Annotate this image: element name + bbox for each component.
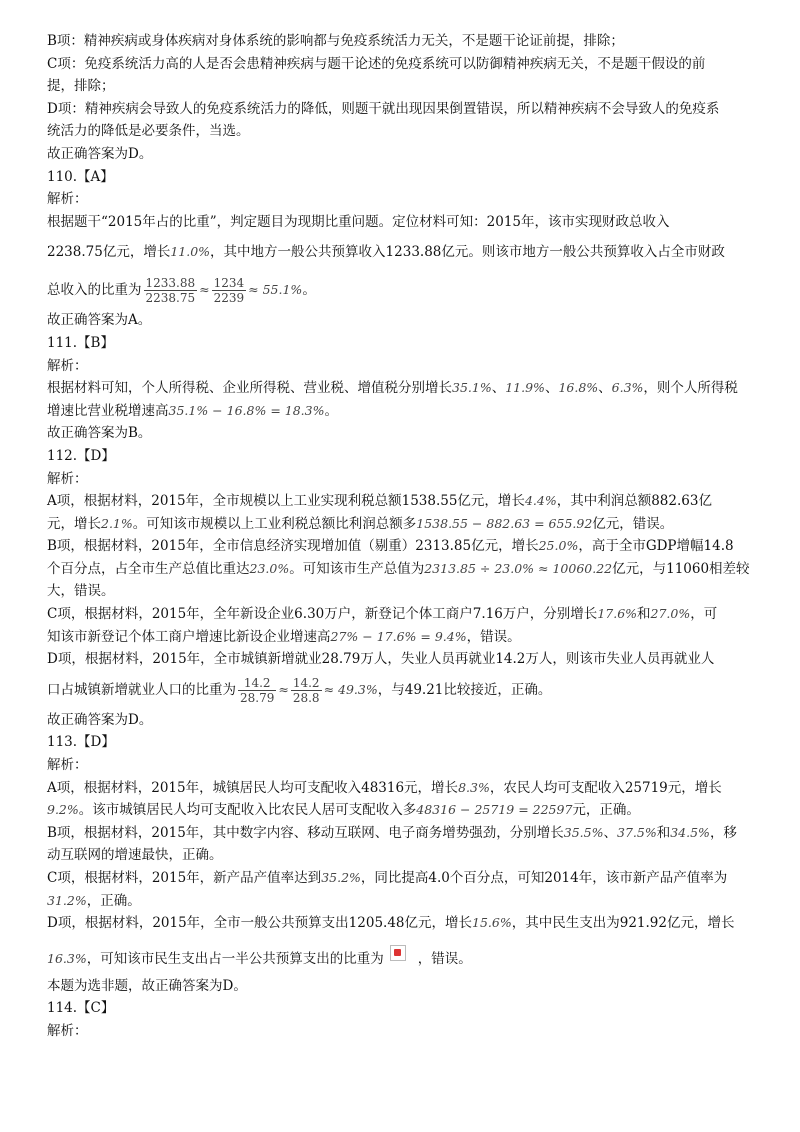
paragraph-text: 、 bbox=[603, 824, 617, 841]
math-formula: 1538.55 − 882.63 = 655.92 bbox=[416, 515, 593, 531]
math-fraction bbox=[144, 276, 198, 305]
analysis-heading: 解析： bbox=[47, 470, 88, 487]
math-formula: 34.5% bbox=[670, 824, 710, 840]
text-line bbox=[47, 671, 759, 709]
analysis-label bbox=[47, 468, 759, 491]
analysis-label bbox=[47, 754, 759, 777]
text-line bbox=[47, 822, 759, 845]
paragraph-text: ，其中利润总额882.63亿 bbox=[556, 493, 712, 510]
math-formula: 17.6% bbox=[597, 606, 638, 622]
paragraph-text: B项，根据材料，2015年，其中数字内容、移动互联网、电子商务增势强劲，分别增长 bbox=[47, 824, 564, 841]
answer-text: 故正确答案为D。 bbox=[47, 145, 153, 162]
analysis-heading: 解析： bbox=[47, 357, 88, 374]
paragraph-text: ，移 bbox=[709, 824, 737, 841]
math-formula: 11.0% bbox=[170, 244, 211, 260]
fraction-denominator: 2238.75 bbox=[145, 291, 196, 306]
question-number bbox=[47, 997, 759, 1020]
document-page bbox=[47, 30, 759, 1043]
answer-text: 故正确答案为A。 bbox=[47, 312, 152, 329]
paragraph-text: 。可知该市生产总值为 bbox=[289, 560, 425, 577]
math-fraction bbox=[238, 676, 276, 705]
paragraph-text: C项，根据材料，2015年，全年新设企业6.30万户，新登记个体工商户7.16万户，分别增长 bbox=[47, 606, 598, 623]
math-formula: 16.3% bbox=[47, 950, 87, 966]
fraction-denominator: 2239 bbox=[213, 291, 245, 306]
paragraph-text: 元，正确。 bbox=[572, 802, 640, 819]
paragraph-text: 、 bbox=[544, 380, 559, 397]
paragraph-text: 大，错误。 bbox=[47, 583, 115, 600]
broken-image-icon bbox=[390, 945, 406, 961]
analysis-heading: 解析： bbox=[47, 757, 88, 774]
math-formula: 35.2% bbox=[321, 870, 361, 885]
math-formula: ≈ 49.3% bbox=[323, 681, 378, 697]
answer-text: 故正确答案为D。 bbox=[47, 711, 153, 728]
paragraph-text: 亿元，与11060相差较 bbox=[612, 560, 750, 577]
text-line bbox=[47, 890, 759, 913]
math-formula: 25.0% bbox=[538, 538, 579, 554]
math-formula: 27% − 17.6% = 9.4% bbox=[330, 628, 467, 644]
text-line bbox=[47, 603, 759, 626]
paragraph-text: ，正确。 bbox=[86, 892, 141, 909]
analysis-label bbox=[47, 1020, 759, 1043]
math-formula: 27.0% bbox=[650, 606, 691, 622]
paragraph-text: D项，根据材料，2015年，全市城镇新增就业28.79万人，失业人员再就业14.2万人，则该市失业人员再就业人 bbox=[47, 651, 715, 668]
answer-text: 本题为选非题，故正确答案为D。 bbox=[47, 977, 247, 994]
paragraph-text: 亿元，错误。 bbox=[592, 515, 674, 532]
question-heading: 110.【A】 bbox=[47, 168, 114, 185]
paragraph-text: 增速比营业税增速高 bbox=[47, 402, 169, 419]
question-heading: 112.【D】 bbox=[47, 447, 115, 464]
paragraph-text: ，农民人均可支配收入25719元，增长 bbox=[489, 779, 722, 796]
paragraph-text: ，错误。 bbox=[466, 628, 521, 645]
math-symbol: ≈ bbox=[278, 681, 289, 697]
math-formula: 2313.85 ÷ 23.0% ≈ 10060.22 bbox=[424, 560, 613, 576]
fraction-numerator: 14.2 bbox=[238, 676, 276, 691]
paragraph-text: 2238.75亿元，增长 bbox=[47, 244, 171, 261]
text-line bbox=[47, 626, 759, 649]
paragraph-text: B项，根据材料，2015年，全市信息经济实现增加值（剔重）2313.85亿元，增长 bbox=[47, 538, 539, 555]
paragraph-text: B项：精神疾病或身体疾病对身体系统的影响都与免疫系统活力无关，不是题干论证前提，排除； bbox=[47, 33, 624, 49]
text-line bbox=[47, 271, 759, 309]
paragraph-text: ，与49.21比较接近，正确。 bbox=[377, 681, 552, 698]
paragraph-text: 根据材料可知，个人所得税、企业所得税、营业税、增值税分别增长 bbox=[47, 380, 452, 397]
text-line bbox=[47, 490, 759, 513]
analysis-heading: 解析： bbox=[47, 1022, 88, 1039]
math-formula: 35.1% bbox=[452, 380, 492, 396]
paragraph-text: ，同比提高4.0个百分点，可知2014年，该市新产品产值率为 bbox=[360, 870, 728, 886]
paragraph-text: 知该市新登记个体工商户增速比新设企业增速高 bbox=[47, 628, 331, 645]
answer-text: 故正确答案为B。 bbox=[47, 425, 152, 442]
text-line bbox=[47, 580, 759, 603]
paragraph-text: 动互联网的增速最快，正确。 bbox=[47, 847, 223, 864]
question-number bbox=[47, 731, 759, 754]
fraction-numerator: 1233.88 bbox=[145, 276, 196, 291]
text-line bbox=[47, 30, 759, 53]
math-formula: 23.0% bbox=[249, 560, 290, 576]
paragraph-text: 统活力的降低是必要条件，当选。 bbox=[47, 123, 250, 140]
text-line bbox=[47, 75, 759, 98]
text-line bbox=[47, 935, 759, 975]
question-heading: 111.【B】 bbox=[47, 334, 114, 351]
analysis-label bbox=[47, 355, 759, 378]
math-fraction bbox=[212, 276, 247, 305]
answer-line bbox=[47, 143, 759, 166]
paragraph-text: 、 bbox=[598, 380, 612, 397]
math-formula: 15.6% bbox=[472, 915, 512, 931]
fraction-numerator: 1234 bbox=[213, 276, 245, 291]
question-number bbox=[47, 166, 759, 189]
math-formula: 35.5% bbox=[563, 824, 604, 840]
text-line bbox=[47, 867, 759, 890]
answer-line bbox=[47, 309, 759, 332]
math-formula: 31.2% bbox=[47, 892, 87, 908]
text-line bbox=[47, 53, 759, 76]
question-heading: 114.【C】 bbox=[47, 1000, 115, 1017]
paragraph-text: 个百分点，占全市生产总值比重达 bbox=[47, 560, 250, 577]
paragraph-text: D项，根据材料，2015年，全市一般公共预算支出1205.48亿元，增长 bbox=[47, 915, 473, 932]
text-line bbox=[47, 98, 759, 121]
question-heading: 113.【D】 bbox=[47, 734, 115, 751]
math-formula: 9.2% bbox=[47, 802, 79, 818]
question-number bbox=[47, 332, 759, 355]
paragraph-text: 、 bbox=[491, 380, 506, 397]
text-line bbox=[47, 233, 759, 271]
text-line bbox=[47, 513, 759, 536]
paragraph-text: ，高于全市GDP增幅14.8 bbox=[578, 538, 734, 555]
answer-line bbox=[47, 422, 759, 445]
text-line bbox=[47, 799, 759, 822]
text-line bbox=[47, 535, 759, 558]
paragraph-text: 根据题干“2015年占的比重”，判定题目为现期比重问题。定位材料可知：2015年，该市实现财政总收入 bbox=[47, 213, 670, 230]
paragraph-text: 。 bbox=[302, 282, 316, 299]
paragraph-text: 和 bbox=[656, 824, 671, 841]
text-line bbox=[47, 777, 759, 800]
paragraph-text: 。可知该市规模以上工业利税总额比利润总额多 bbox=[132, 515, 417, 532]
fraction-denominator: 28.8 bbox=[292, 690, 320, 705]
math-formula: ≈ 55.1% bbox=[248, 282, 303, 298]
fraction-numerator: 14.2 bbox=[292, 675, 320, 690]
paragraph-text: ，其中地方一般公共预算收入1233.88亿元。则该市地方一般公共预算收入占全市财政 bbox=[210, 244, 725, 261]
math-formula: 16.8% bbox=[558, 380, 599, 396]
paragraph-text: 提，排除； bbox=[47, 78, 115, 95]
paragraph-text: 。 bbox=[324, 402, 338, 419]
math-formula: 8.3% bbox=[458, 779, 490, 795]
math-formula: 37.5% bbox=[617, 824, 657, 840]
math-formula: 2.1% bbox=[101, 515, 133, 531]
text-line bbox=[47, 377, 759, 400]
paragraph-text: C项，根据材料，2015年，新产品产值率达到 bbox=[47, 870, 322, 886]
math-formula: 11.9% bbox=[505, 380, 545, 396]
paragraph-text: ，错误。 bbox=[417, 950, 472, 967]
paragraph-text: ，可 bbox=[690, 606, 718, 623]
math-formula: 35.1% − 16.8% = 18.3% bbox=[168, 402, 325, 418]
fraction-denominator: 28.79 bbox=[240, 690, 275, 705]
paragraph-text: C项：免疫系统活力高的人是否会患精神疾病与题干论述的免疫系统可以防御精神疾病无关，不是题干假设的前 bbox=[47, 55, 706, 72]
text-line bbox=[47, 648, 759, 671]
math-fraction bbox=[291, 676, 322, 705]
math-symbol: ≈ bbox=[199, 282, 210, 298]
paragraph-text: 总收入的比重为 bbox=[47, 282, 142, 299]
question-number bbox=[47, 445, 759, 468]
analysis-heading: 解析： bbox=[47, 191, 88, 208]
math-formula: 4.4% bbox=[524, 493, 557, 509]
math-formula: 48316 − 25719 = 22597 bbox=[416, 802, 573, 818]
paragraph-text: 元，增长 bbox=[47, 515, 101, 532]
text-line bbox=[47, 912, 759, 935]
paragraph-text: ，则个人所得税 bbox=[643, 380, 738, 397]
answer-line bbox=[47, 709, 759, 732]
paragraph-text: A项，根据材料，2015年，全市规模以上工业实现利税总额1538.55亿元，增长 bbox=[47, 493, 525, 510]
paragraph-text: A项，根据材料，2015年，城镇居民人均可支配收入48316元，增长 bbox=[47, 779, 459, 796]
text-line bbox=[47, 844, 759, 867]
text-line bbox=[47, 120, 759, 143]
text-line bbox=[47, 400, 759, 423]
math-formula: 6.3% bbox=[611, 380, 644, 396]
paragraph-text: ，可知该市民生支出占一半公共预算支出的比重为 bbox=[86, 950, 384, 967]
text-line bbox=[47, 211, 759, 234]
analysis-label bbox=[47, 188, 759, 211]
paragraph-text: ，其中民生支出为921.92亿元，增长 bbox=[511, 915, 735, 932]
paragraph-text: 口占城镇新增就业人口的比重为 bbox=[47, 681, 236, 698]
paragraph-text: 。该市城镇居民人均可支配收入比农民人居可支配收入多 bbox=[78, 802, 417, 819]
paragraph-text: D项：精神疾病会导致人的免疫系统活力的降低，则题干就出现因果倒置错误，所以精神疾病不会导致人的免疫系 bbox=[47, 100, 720, 117]
text-line bbox=[47, 558, 759, 581]
answer-line bbox=[47, 975, 759, 998]
paragraph-text: 和 bbox=[637, 606, 651, 623]
